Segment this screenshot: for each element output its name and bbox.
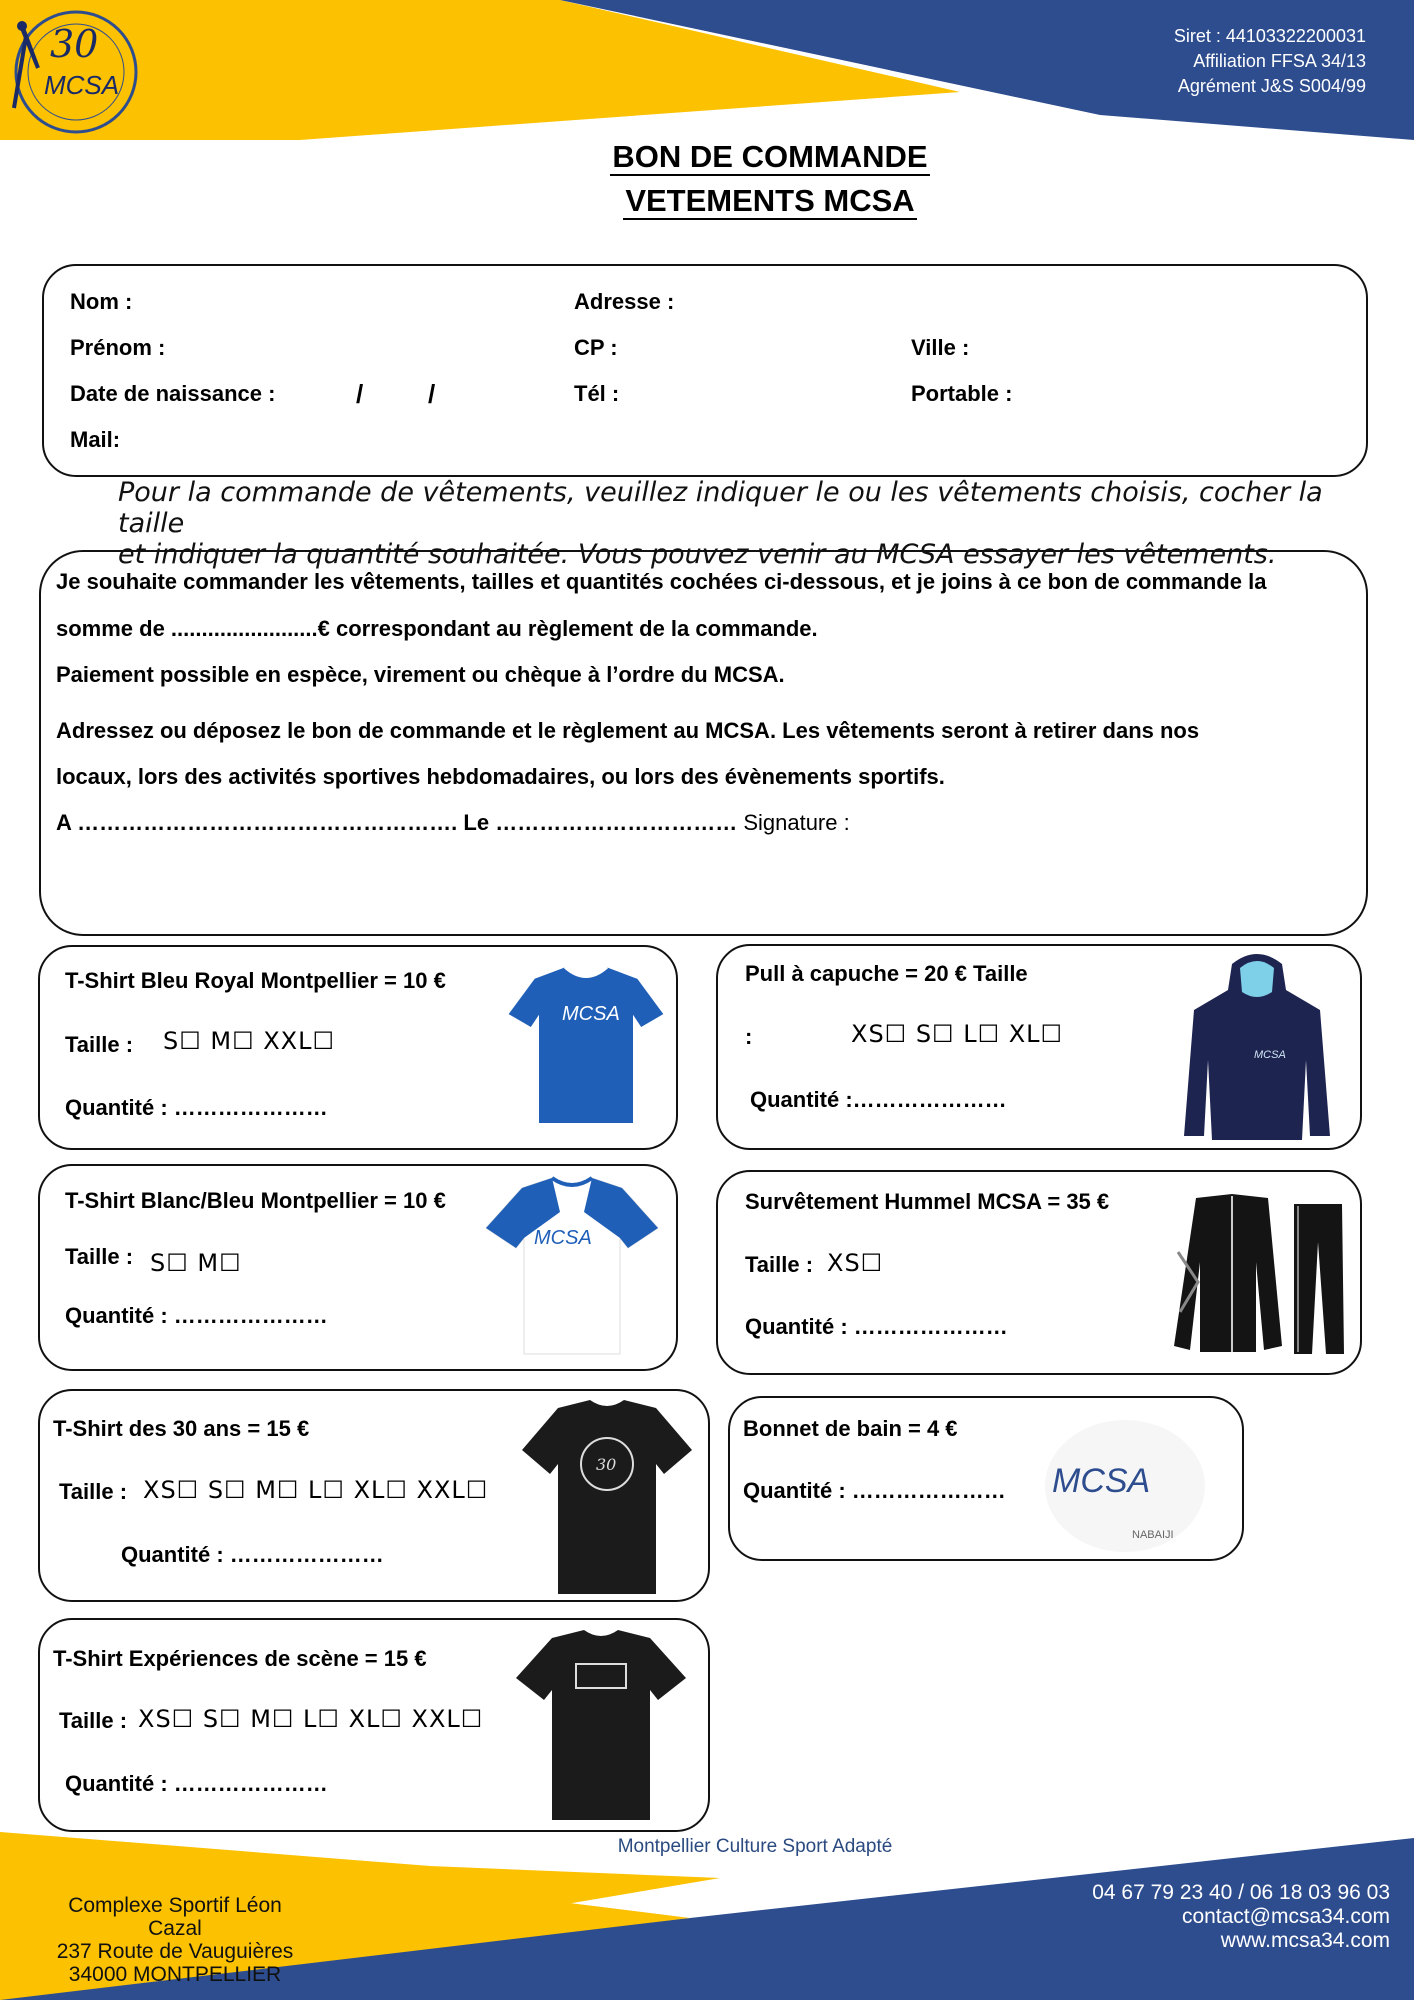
footer-address xyxy=(40,1894,310,1986)
email-link[interactable]: contact@mcsa34.com xyxy=(1181,1905,1390,1928)
pull-quantite: Quantité :………………… xyxy=(750,1087,1007,1112)
tshirt-blanc-quantite: Quantité : ………………… xyxy=(65,1303,328,1328)
footer-contact xyxy=(1092,1881,1390,1953)
mail-label: Mail: xyxy=(70,427,121,452)
order-line1: Je souhaite commander les vêtements, tailles et quantités cochées ci-dessous, et je joins à ce bon de commande la xyxy=(56,569,1267,594)
logo-anniversary-number: 30 xyxy=(50,22,99,66)
order-line5: locaux, lors des activités sportives hebdomadaires, ou lors des évènements sportifs. xyxy=(56,764,945,789)
tshirt-blanc-image xyxy=(482,1172,662,1362)
survet-title: Survêtement Hummel MCSA = 35 € xyxy=(745,1189,1110,1214)
address-line3: 34000 MONTPELLIER xyxy=(68,1963,282,1986)
website-link[interactable]: www.mcsa34.com xyxy=(1220,1929,1390,1952)
cp-label: CP : xyxy=(574,335,618,360)
bonnet-title: Bonnet de bain = 4 € xyxy=(743,1416,958,1441)
bonnet-quantite: Quantité : ………………… xyxy=(743,1478,1006,1503)
tshirt-scene-image xyxy=(512,1628,690,1822)
phone-number: 04 67 79 23 40 / 06 18 03 96 03 xyxy=(1092,1881,1390,1904)
survet-taille-label: Taille : xyxy=(745,1252,814,1277)
tshirt-blanc-taille-label: Taille : xyxy=(65,1244,134,1269)
svg-text:NABAIJI: NABAIJI xyxy=(1132,1529,1174,1541)
mcsa-logo xyxy=(4,8,140,136)
tshirt-30-quantite: Quantité : ………………… xyxy=(121,1542,384,1567)
tshirt-royal-title: T-Shirt Bleu Royal Montpellier = 10 € xyxy=(65,968,446,993)
pull-title: Pull à capuche = 20 € Taille xyxy=(745,961,1028,986)
signature-label: Signature : xyxy=(737,810,850,835)
agrement: Agrément J&S S004/99 xyxy=(1177,76,1366,96)
survet-sizes[interactable]: XS☐ xyxy=(827,1249,884,1277)
date-slash-1: / xyxy=(356,379,364,409)
svg-text:MCSA: MCSA xyxy=(562,1003,620,1025)
tshirt-30-taille-label: Taille : xyxy=(59,1479,128,1504)
tshirt-30-sizes[interactable]: XS☐ S☐ M☐ L☐ XL☐ XXL☐ xyxy=(143,1476,489,1504)
svg-text:MCSA: MCSA xyxy=(1052,1462,1151,1500)
tshirt-scene-taille-label: Taille : xyxy=(59,1708,128,1733)
tel-label: Tél : xyxy=(574,381,620,406)
adresse-label: Adresse : xyxy=(574,289,675,314)
svg-text:30: 30 xyxy=(596,1455,617,1474)
portable-label: Portable : xyxy=(911,381,1013,406)
prenom-label: Prénom : xyxy=(70,335,166,360)
hoodie-image xyxy=(1182,950,1332,1146)
identity-box xyxy=(42,264,1368,477)
date-naissance-label: Date de naissance : xyxy=(70,381,276,406)
page-title-line2: VETEMENTS MCSA xyxy=(625,183,915,218)
date-slash-2: / xyxy=(428,379,436,409)
tshirt-royal-image xyxy=(500,958,672,1130)
affiliation: Affiliation FFSA 34/13 xyxy=(1193,51,1366,71)
tshirt-blanc-sizes[interactable]: S☐ M☐ xyxy=(150,1249,242,1277)
swim-cap-image xyxy=(1040,1406,1210,1554)
siret: Siret : 44103322200031 xyxy=(1173,26,1366,46)
order-line2: somme de ........................€ correspondant au règlement de la commande. xyxy=(56,616,818,641)
tshirt-royal-taille-label: Taille : xyxy=(65,1032,134,1057)
instructions-line1: Pour la commande de vêtements, veuillez indiquer le ou les vêtements choisis, cocher la taille xyxy=(118,477,1323,539)
tshirt-scene-sizes[interactable]: XS☐ S☐ M☐ L☐ XL☐ XXL☐ xyxy=(138,1705,484,1733)
survet-quantite: Quantité : ………………… xyxy=(745,1314,1008,1339)
pull-sizes[interactable]: XS☐ S☐ L☐ XL☐ xyxy=(851,1020,1064,1048)
nom-label: Nom : xyxy=(70,289,133,314)
svg-text:MCSA: MCSA xyxy=(1254,1049,1286,1061)
pull-colon: : xyxy=(745,1024,753,1049)
page-title-line1: BON DE COMMANDE xyxy=(612,139,928,174)
tshirt-30-image xyxy=(518,1398,696,1596)
order-line6 xyxy=(56,810,850,836)
tshirt-royal-sizes[interactable]: S☐ M☐ XXL☐ xyxy=(163,1027,335,1055)
tshirt-scene-title: T-Shirt Expériences de scène = 15 € xyxy=(53,1646,427,1671)
tracksuit-image xyxy=(1170,1192,1346,1358)
tshirt-30-title: T-Shirt des 30 ans = 15 € xyxy=(53,1416,310,1441)
order-line4: Adressez ou déposez le bon de commande et le règlement au MCSA. Les vêtements seront à retirer dans nos xyxy=(56,718,1200,743)
address-line1: Complexe Sportif Léon Cazal xyxy=(68,1894,282,1940)
tshirt-scene-quantite: Quantité : ………………… xyxy=(65,1771,328,1796)
order-line3: Paiement possible en espèce, virement ou chèque à l’ordre du MCSA. xyxy=(56,662,785,687)
logo-wordmark: MCSA xyxy=(44,70,120,100)
tshirt-royal-quantite: Quantité : ………………… xyxy=(65,1095,328,1120)
tshirt-blanc-title: T-Shirt Blanc/Bleu Montpellier = 10 € xyxy=(65,1188,446,1213)
address-line2: 237 Route de Vauguières xyxy=(56,1940,294,1963)
lieu-date-field: A ……………………………………………. Le …………………………… xyxy=(56,810,738,835)
association-name: Montpellier Culture Sport Adapté xyxy=(617,1836,893,1857)
svg-text:MCSA: MCSA xyxy=(534,1227,592,1249)
ville-label: Ville : xyxy=(911,335,970,360)
instructions-line2: et indiquer la quantité souhaitée. Vous pouvez venir au MCSA essayer les vêtements. xyxy=(118,539,1277,570)
header-legal-info xyxy=(1174,24,1366,99)
